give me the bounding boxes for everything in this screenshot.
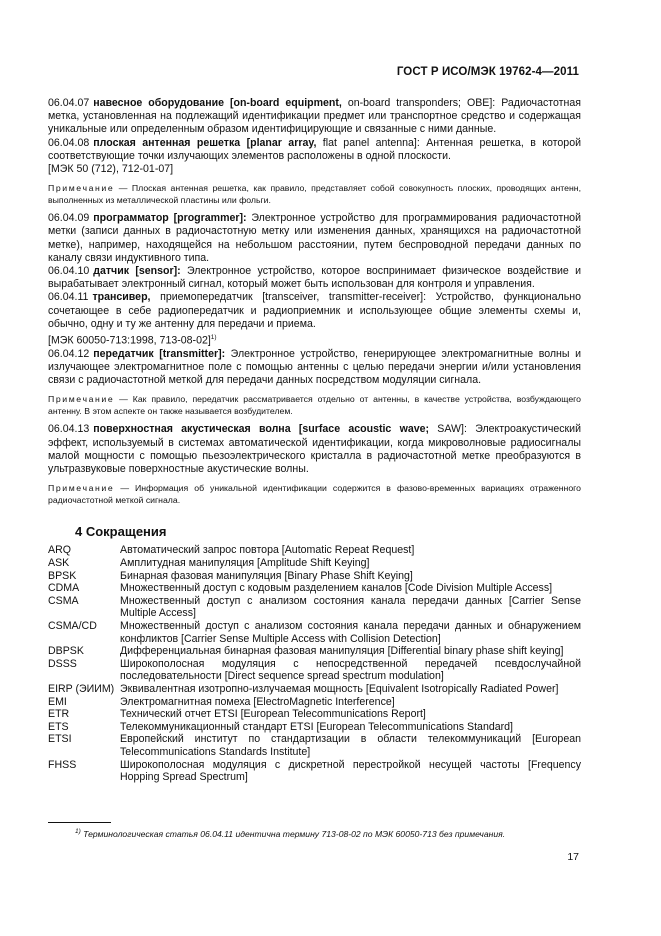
document-body xyxy=(48,97,581,784)
note-text: — Как правило, передатчик рассматривается отдельно от антенны, в качестве устройства, возбуждающего антенну. В этом аспекте он также называется возбудителем. xyxy=(48,394,581,416)
term-entry-06-04-09 xyxy=(48,212,581,265)
reference-text: [МЭК 60050-713:1998, 713-08-02] xyxy=(48,334,211,347)
abbreviation-definition: Широкополосная модуляция с дискретной перестройкой несущей частоты [Frequency Hopping Spread Spectrum] xyxy=(120,758,581,784)
abbreviation-definition: Множественный доступ с кодовым разделением каналов [Code Division Multiple Access] xyxy=(120,582,553,595)
footnote xyxy=(75,828,505,839)
term-number: 06.04.08 xyxy=(48,136,90,149)
footnote-text: Терминологическая статья 06.04.11 идентична термину 713-08-02 по МЭК 60050-713 без примечания. xyxy=(80,828,506,839)
abbreviation-definition: Бинарная фазовая манипуляция [Binary Phase Shift Keying] xyxy=(120,569,413,582)
abbreviation-key: DSSS xyxy=(48,657,77,670)
abbreviation-row xyxy=(48,683,581,696)
footnote-divider xyxy=(48,822,111,823)
footnote-marker: 1) xyxy=(210,334,217,342)
abbreviation-definition: Электромагнитная помеха [ElectroMagnetic Interference] xyxy=(120,695,395,708)
abbreviation-definition: Множественный доступ с анализом состояния канала передачи данных [Carrier Sense Multiple Access] xyxy=(120,594,581,620)
term-reference xyxy=(48,331,581,348)
abbreviation-key: FHSS xyxy=(48,758,77,771)
abbreviation-row xyxy=(48,759,581,784)
note xyxy=(48,183,581,206)
term-title: навесное оборудование [on-board equipment, xyxy=(93,97,342,109)
term-number: 06.04.09 xyxy=(48,212,90,225)
abbreviation-definition: Амплитудная манипуляция [Amplitude Shift Keying] xyxy=(120,557,370,569)
abbreviation-row xyxy=(48,620,581,645)
abbreviation-key: BPSK xyxy=(48,569,77,582)
abbreviation-key: ETS xyxy=(48,720,69,733)
page-number: 17 xyxy=(567,851,579,863)
abbreviation-row xyxy=(48,544,581,557)
note-label: Примечание xyxy=(48,183,115,194)
term-title: датчик [sensor]: xyxy=(93,265,181,278)
abbreviation-definition: Технический отчет ETSI [European Telecommunications Report] xyxy=(120,708,426,721)
term-number: 06.04.13 xyxy=(48,423,90,436)
term-title: передатчик [transmitter]: xyxy=(93,347,226,360)
term-title: программатор [programmer]: xyxy=(93,212,247,225)
term-entry-06-04-08 xyxy=(48,137,581,163)
abbreviation-row xyxy=(48,721,581,734)
term-reference: [МЭК 50 (712), 712-01-07] xyxy=(48,163,174,176)
abbreviation-key: ETR xyxy=(48,708,70,721)
term-definition: Электронное устройство, которое воспринимает физическое воздействие и вырабатывает электронный сигнал, который может быть использован для контроля и управления. xyxy=(48,265,581,291)
abbreviation-key: ETSI xyxy=(48,733,72,746)
term-definition: приемопередатчик [transceiver, transmitter-receiver]: Устройство, функционально сочетающее в себе радиопередатчик и радиоприемник и использующее общие элементы схемы и, обычно, одну и ту же антенну для передачи и приема. xyxy=(48,291,581,330)
abbreviation-row xyxy=(48,557,581,570)
term-title: поверхностная акустическая волна [surface acoustic wave; xyxy=(93,423,430,436)
abbreviation-key: ARQ xyxy=(48,544,71,557)
term-definition: Электронное устройство для программирования радиочастотной метки (записи данных в радиочастотную метку или изменения данных, хранящихся на радиочастотной метке), например, находящейся на небольшом расстоянии, путем беспроводной передачи данных по каналу связи индуктивного типа. xyxy=(48,212,581,264)
term-definition: on-board transponders; OBE]: Радиочастотная метка, установленная на подлежащий идентификации предмет или транспортное средство и содержащая уникальные или определенным образом идентифицирующие и связанные с ними данные. xyxy=(48,97,581,136)
abbreviation-row xyxy=(48,595,581,620)
abbreviation-row xyxy=(48,733,581,758)
abbreviation-key: DBPSK xyxy=(48,645,84,658)
term-definition: Электронное устройство, генерирующее электромагнитные волны и излучающее электромагнитное поле с помощью антенны с целью передачи энергии и/или установления связи с радиочастотной меткой для передачи данных посредством модуляции сигнала. xyxy=(48,347,581,387)
term-entry-06-04-10 xyxy=(48,265,581,291)
term-definition: SAW]: Электроакустический эффект, используемый в системах автоматической идентификации, когда микроволновые радиосигналы малой мощности с помощью пьезоэлектрического кристалла в радиочастотной метке преобразуются в ультразвуковые поверхностные акустические волны. xyxy=(48,423,581,475)
abbreviation-definition: Телекоммуникационный стандарт ETSI [European Telecommunications Standard] xyxy=(120,720,513,733)
abbreviation-definition: Автоматический запрос повтора [Automatic Repeat Request] xyxy=(120,544,415,557)
note-label: Примечание xyxy=(48,483,115,494)
abbreviation-row xyxy=(48,708,581,721)
term-definition: flat panel antenna]: Антенная решетка, в которой соответствующие точки излучающих элементов расположены в одной плоскости. xyxy=(48,136,582,162)
abbreviation-definition: Европейский институт по стандартизации в области телекоммуникаций [European Telecommunications Standards Institute] xyxy=(120,733,581,758)
note-text: — Плоская антенная решетка, как правило, представляет собой совокупность плоских, проводящих антенн, выполненных из металлической пластины или фольги. xyxy=(48,183,581,205)
abbreviation-row xyxy=(48,570,581,583)
term-entry-06-04-12 xyxy=(48,348,581,388)
section-heading: 4 Сокращения xyxy=(75,524,167,540)
abbreviation-key: CSMA/CD xyxy=(48,619,97,632)
document-header: ГОСТ Р ИСО/МЭК 19762-4—2011 xyxy=(396,66,579,78)
term-entry-06-04-07 xyxy=(48,97,581,137)
abbreviation-key: ASK xyxy=(48,557,70,569)
abbreviation-definition: Эквивалентная изотропно-излучаемая мощность [Equivalent Isotropically Radiated Power] xyxy=(120,682,559,695)
note-label: Примечание xyxy=(48,394,115,405)
abbreviation-key: CDMA xyxy=(48,582,80,595)
abbreviation-key: CSMA xyxy=(48,594,79,607)
abbreviation-key: EIRP (ЭИИМ) xyxy=(48,682,115,695)
term-title: трансивер, xyxy=(92,291,151,304)
abbreviation-row xyxy=(48,645,581,658)
abbreviation-list xyxy=(48,544,581,783)
note xyxy=(48,483,581,506)
term-entry-06-04-13 xyxy=(48,423,581,476)
term-number: 06.04.12 xyxy=(48,347,90,360)
term-title: плоская антенная решетка [planar array, xyxy=(93,136,317,149)
abbreviation-row xyxy=(48,696,581,709)
abbreviation-row xyxy=(48,658,581,683)
abbreviation-key: EMI xyxy=(48,695,67,708)
footnote-marker: 1) xyxy=(75,828,81,835)
term-number: 06.04.07 xyxy=(48,97,90,109)
abbreviation-definition: Дифференциальная бинарная фазовая манипуляция [Differential binary phase shift keying] xyxy=(120,645,564,658)
note xyxy=(48,394,581,417)
abbreviation-definition: Множественный доступ с анализом состояния канала передачи данных и обнаружением конфликтов [Carrier Sense Multiple Access with Collision Detection] xyxy=(120,619,581,645)
term-entry-06-04-11 xyxy=(48,291,581,331)
term-number: 06.04.11 xyxy=(48,291,89,304)
abbreviation-row xyxy=(48,582,581,595)
term-number: 06.04.10 xyxy=(48,265,90,278)
note-text: — Информация об уникальной идентификации содержится в фазово-временных вариациях отраженного радиочастотной меткой сигнала. xyxy=(48,483,581,505)
abbreviation-definition: Широкополосная модуляция с непосредственной передачей псевдослучайной последовательности [Direct sequence spread spectrum modulation] xyxy=(120,657,581,683)
